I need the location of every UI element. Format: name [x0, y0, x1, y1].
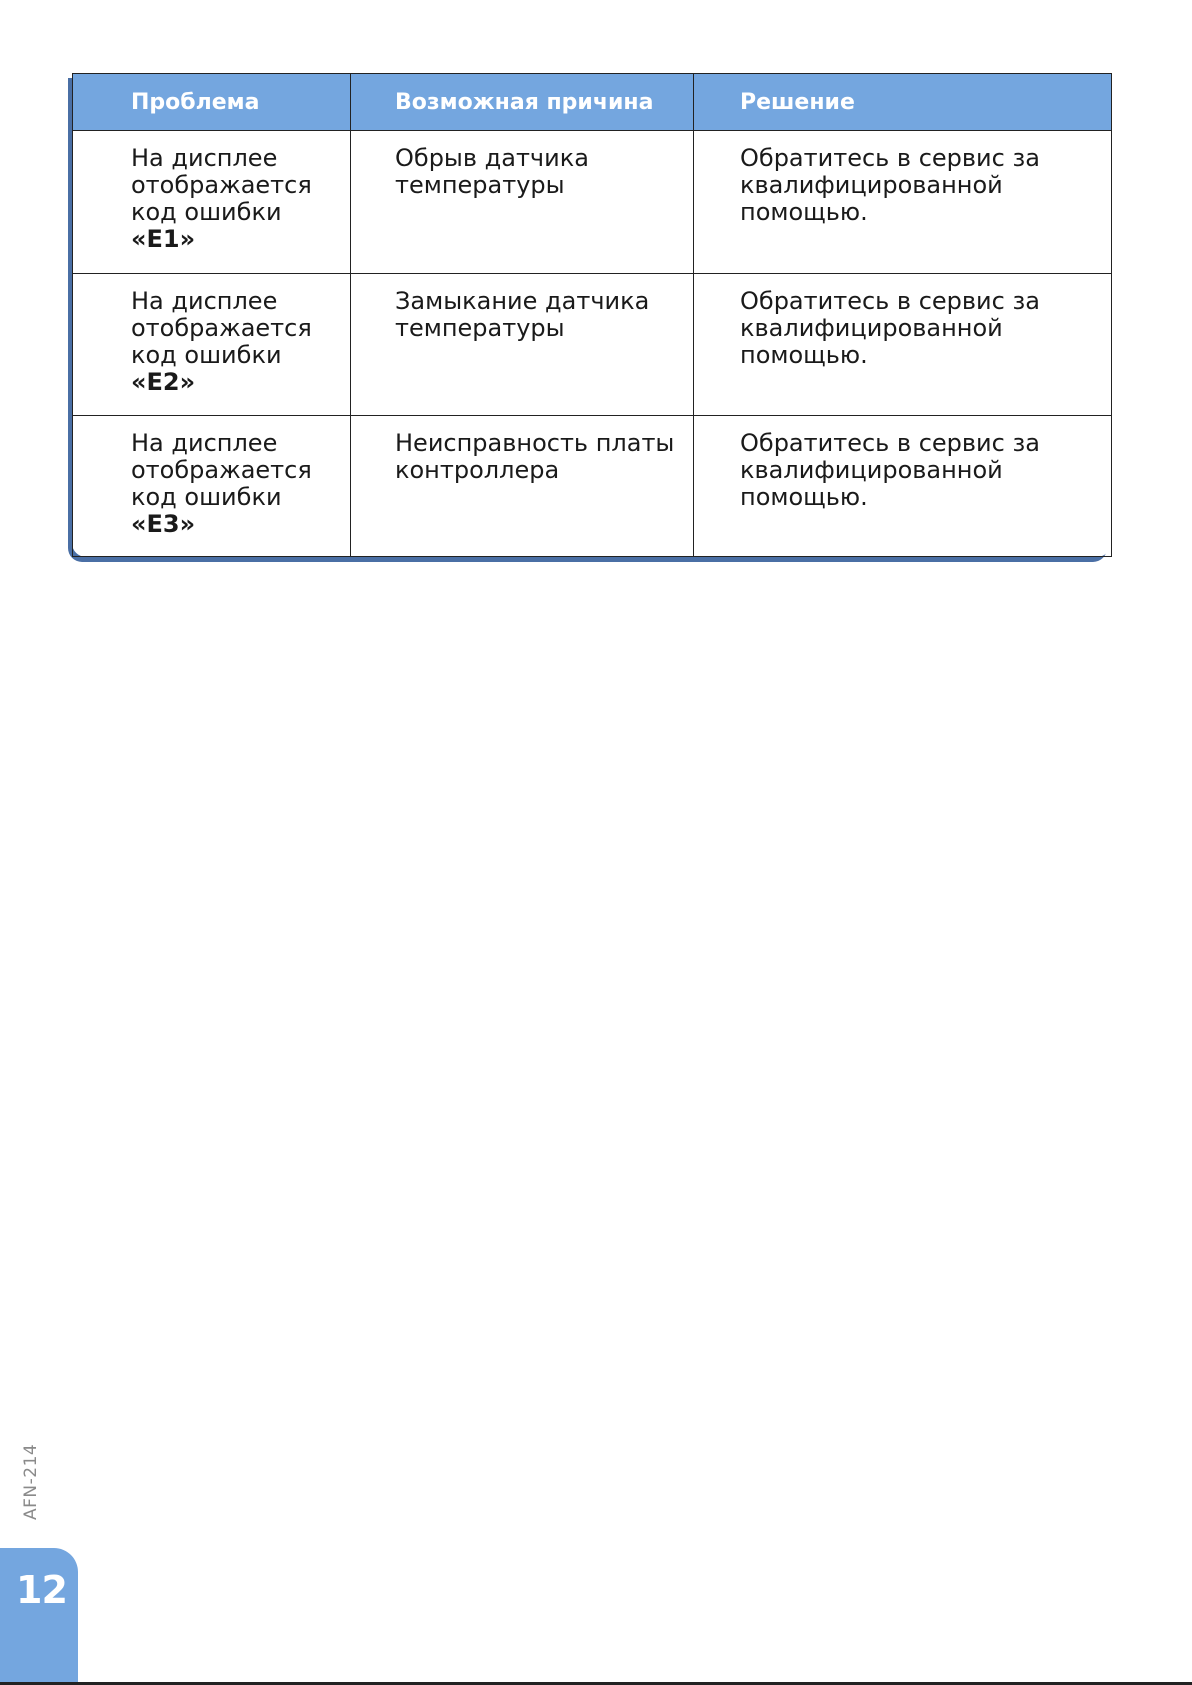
header-cause: Возможная причина	[351, 74, 694, 131]
problem-text: На дисплее отображается код ошибки	[131, 144, 312, 226]
table-row	[73, 274, 1112, 415]
cause-cell: Замыкание датчика температуры	[351, 274, 694, 415]
header-solution: Решение	[694, 74, 1112, 131]
problem-cell	[73, 131, 351, 274]
solution-cell: Обратитесь в сервис за квалифицированной помощью.	[694, 415, 1112, 556]
table-row	[73, 415, 1112, 556]
cause-cell: Неисправность платы контроллера	[351, 415, 694, 556]
table-row	[73, 131, 1112, 274]
header-problem: Проблема	[73, 74, 351, 131]
troubleshooting-table	[72, 73, 1112, 557]
problem-cell	[73, 415, 351, 556]
model-number: AFN-214	[21, 1443, 41, 1520]
error-code: «E2»	[131, 368, 196, 397]
problem-text: На дисплее отображается код ошибки	[131, 428, 312, 511]
solution-cell: Обратитесь в сервис за квалифицированной помощью.	[694, 274, 1112, 415]
page-number: 12	[16, 1568, 67, 1612]
error-code: «E1»	[131, 225, 196, 253]
cause-cell: Обрыв датчика температуры	[351, 131, 694, 274]
problem-cell	[73, 274, 351, 415]
problem-text: На дисплее отображается код ошибки	[131, 287, 312, 370]
troubleshooting-table-container	[72, 73, 1111, 557]
solution-cell: Обратитесь в сервис за квалифицированной помощью.	[694, 131, 1112, 274]
error-code: «E3»	[131, 509, 196, 538]
table-header-row	[73, 74, 1112, 131]
page-number-tab	[0, 1548, 78, 1685]
